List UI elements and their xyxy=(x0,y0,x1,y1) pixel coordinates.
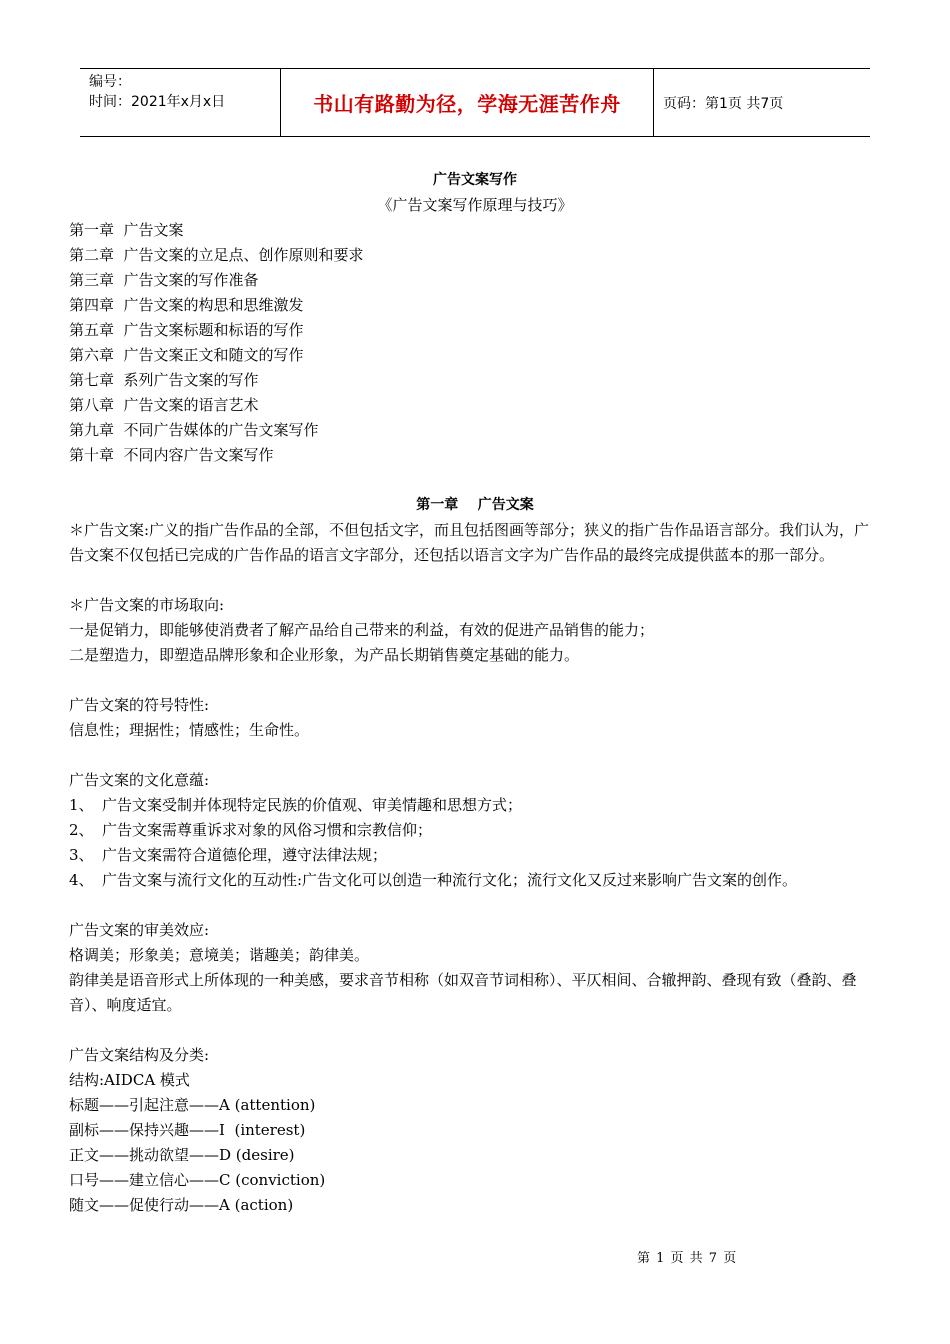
number-label: 编号： xyxy=(89,74,131,90)
toc-item: 第一章 广告文案 xyxy=(69,221,184,239)
spacer xyxy=(69,668,881,693)
page-footer: 第 1 页 共 7 页 xyxy=(637,1251,738,1266)
toc-item: 第四章 广告文案的构思和思维激发 xyxy=(69,296,304,314)
chapter-heading: 第一章 广告文案 xyxy=(416,497,534,513)
spacer xyxy=(69,743,881,768)
culture-item xyxy=(69,818,881,843)
list-number: 4、 xyxy=(69,871,94,889)
toc-item: 第八章 广告文案的语言艺术 xyxy=(69,396,259,414)
structure-item: 随文——促使行动——A (action) xyxy=(69,1196,294,1214)
header-page-label: 页码：第1页 共7页 xyxy=(663,95,784,112)
section-heading: 广告文案的符号特性: xyxy=(69,696,210,714)
symbol-text: 信息性；理据性；情感性；生命性。 xyxy=(69,721,310,739)
market-item: 二是塑造力，即塑造品牌形象和企业形象，为产品长期销售奠定基础的能力。 xyxy=(69,646,580,664)
document-header xyxy=(80,68,870,137)
definition-paragraph: ＊广告文案:广义的指广告作品的全部，不但包括文字，而且包括图画等部分；狭义的指广告作品语言部分。我们认为，广告文案不仅包括已完成的广告作品的语言文字部分，还包括以语言文字为广告作品的最终完成提供蓝本的那一部分。 xyxy=(69,521,870,564)
list-text: 广告文案受制并体现特定民族的价值观、审美情趣和思想方式； xyxy=(102,796,523,814)
structure-item: 正文——挑动欲望——D (desire) xyxy=(69,1146,295,1164)
table-of-contents xyxy=(69,218,881,468)
structure-item: 口号——建立信心——C (conviction) xyxy=(69,1171,326,1189)
toc-item: 第三章 广告文案的写作准备 xyxy=(69,271,259,289)
header-motto: 书山有路勤为径，学海无涯苦作舟 xyxy=(281,69,654,136)
section-heading: 广告文案结构及分类: xyxy=(69,1046,210,1064)
toc-item: 第二章 广告文案的立足点、创作原则和要求 xyxy=(69,246,364,264)
spacer xyxy=(69,893,881,918)
toc-item: 第十章 不同内容广告文案写作 xyxy=(69,446,274,464)
time-label: 时间：2021年x月x日 xyxy=(89,94,226,110)
toc-item: 第七章 系列广告文案的写作 xyxy=(69,371,259,389)
toc-item: 第九章 不同广告媒体的广告文案写作 xyxy=(69,421,319,439)
culture-item xyxy=(69,793,881,818)
section-heading: ＊广告文案的市场取向: xyxy=(69,596,225,614)
rhythm-paragraph: 韵律美是语音形式上所体现的一种美感，要求音节相称（如双音节词相称）、平仄相间、合辙押韵、叠现有致（叠韵、叠音）、响度适宜。 xyxy=(69,971,857,1014)
header-meta xyxy=(80,69,281,136)
section-heading: 广告文案的文化意蕴: xyxy=(69,771,210,789)
culture-item xyxy=(69,868,881,893)
market-item: 一是促销力，即能够使消费者了解产品给自己带来的利益，有效的促进产品销售的能力； xyxy=(69,621,655,639)
structure-intro: 结构:AIDCA 模式 xyxy=(69,1071,190,1089)
list-text: 广告文案需尊重诉求对象的风俗习惯和宗教信仰； xyxy=(102,821,433,839)
culture-item xyxy=(69,843,881,868)
section-heading: 广告文案的审美效应: xyxy=(69,921,210,939)
spacer xyxy=(69,568,881,593)
list-number: 3、 xyxy=(69,846,94,864)
structure-item: 副标——保持兴趣——I (interest) xyxy=(69,1121,306,1139)
toc-item: 第五章 广告文案标题和标语的写作 xyxy=(69,321,304,339)
list-number: 2、 xyxy=(69,821,94,839)
list-number: 1、 xyxy=(69,796,94,814)
doc-title: 广告文案写作 xyxy=(433,172,517,188)
document-body xyxy=(69,168,881,1218)
spacer xyxy=(69,1018,881,1043)
toc-item: 第六章 广告文案正文和随文的写作 xyxy=(69,346,304,364)
spacer xyxy=(69,468,881,493)
list-text: 广告文案与流行文化的互动性:广告文化可以创造一种流行文化；流行文化又反过来影响广告文案的创作。 xyxy=(102,871,798,889)
aesthetic-text: 格调美；形象美；意境美；谐趣美；韵律美。 xyxy=(69,946,370,964)
structure-item: 标题——引起注意——A (attention) xyxy=(69,1096,316,1114)
list-text: 广告文案需符合道德伦理，遵守法律法规； xyxy=(102,846,388,864)
doc-subtitle: 《广告文案写作原理与技巧》 xyxy=(377,196,573,214)
